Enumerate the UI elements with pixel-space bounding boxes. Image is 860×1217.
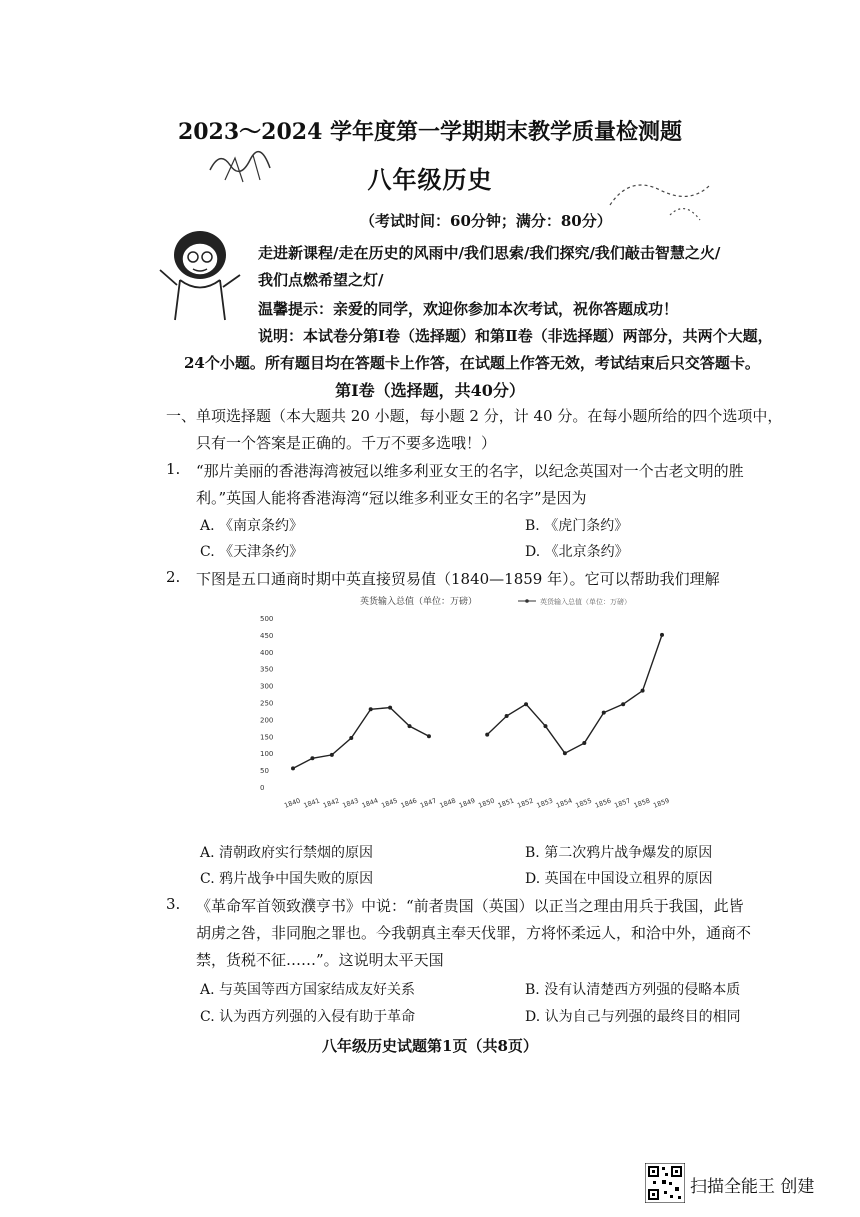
x-tick-label: 1842 (322, 796, 341, 810)
student-cartoon-icon (155, 225, 245, 325)
x-tick-label: 1856 (593, 796, 613, 810)
data-point (563, 751, 567, 755)
exam-title: 2023～2024 学年度第一学期期末教学质量检测题 (177, 119, 683, 145)
qr-code-icon (645, 1163, 685, 1203)
y-tick-label: 400 (260, 648, 274, 657)
question-stem: 下图是五口通商时期中英直接贸易值（1840—1859 年）。它可以帮助我们理解 (196, 570, 720, 588)
x-tick-label: 1843 (341, 796, 360, 810)
y-tick-label: 350 (260, 665, 274, 674)
data-point (485, 733, 489, 737)
data-point (582, 741, 586, 745)
subject-title: 八年级历史 (367, 165, 493, 194)
data-point (641, 689, 645, 693)
data-point (427, 734, 431, 738)
x-tick-label: 1845 (380, 796, 399, 810)
question-number: 3. (166, 895, 181, 913)
page-number: 八年级历史试题第1页（共8页） (322, 1037, 538, 1055)
part1-heading: 第Ⅰ卷（选择题，共40分） (335, 381, 525, 400)
question-stem: 胡虏之咎，非同胞之罪也。今我朝真主奉天伐罪，方将怀柔远人，和洽中外，通商不 (196, 924, 752, 942)
data-point (388, 706, 392, 710)
data-point (621, 702, 625, 706)
part1-instructions-2: 只有一个答案是正确的。千万不要多选哦！） (196, 434, 497, 452)
question-stem: “那片美丽的香港海湾被冠以维多利亚女王的名字，以纪念英国对一个古老文明的胜 (196, 462, 744, 480)
x-tick-label: 1855 (574, 796, 593, 810)
motto-line-1: 走进新课程/走在历史的风雨中/我们思索/我们探究/我们敲击智慧之火/ (258, 244, 721, 262)
x-tick-label: 1840 (283, 796, 302, 810)
option-b: B. 没有认清楚西方列强的侵略本质 (525, 982, 741, 998)
data-point (310, 756, 314, 760)
option-a: A. 《南京条约》 (200, 518, 304, 534)
scribble-decoration (600, 165, 720, 235)
option-b: B. 第二次鸦片战争爆发的原因 (525, 845, 713, 861)
x-tick-label: 1857 (613, 796, 632, 810)
x-tick-label: 1849 (457, 796, 477, 810)
y-tick-label: 450 (260, 631, 274, 640)
question-number: 2. (166, 568, 181, 586)
part1-instructions-1: 一、单项选择题（本大题共 20 小题，每小题 2 分，计 40 分。在每小题所给的四个选项中， (166, 407, 783, 425)
question-stem: 利。”英国人能将香港海湾“冠以维多利亚女王的名字”是因为 (196, 489, 587, 507)
data-point (408, 724, 412, 728)
tip-text: 温馨提示：亲爱的同学，欢迎你参加本次考试，祝你答题成功！ (258, 300, 679, 318)
option-a: A. 与英国等西方国家结成友好关系 (200, 982, 416, 998)
data-point (543, 724, 547, 728)
option-a: A. 清朝政府实行禁烟的原因 (200, 845, 374, 861)
option-b: B. 《虎门条约》 (525, 518, 629, 534)
data-point (291, 766, 295, 770)
x-tick-label: 1844 (360, 796, 380, 810)
data-point (660, 633, 664, 637)
x-tick-label: 1848 (438, 796, 457, 810)
option-c: C. 《天津条约》 (200, 544, 304, 560)
y-tick-label: 0 (260, 784, 265, 792)
y-tick-label: 150 (260, 733, 274, 742)
x-tick-label: 1847 (419, 796, 438, 810)
x-tick-label: 1851 (496, 796, 516, 810)
option-d: D. 认为自己与列强的最终目的相同 (525, 1009, 741, 1025)
data-point (369, 707, 373, 711)
series-line (487, 635, 662, 753)
x-tick-label: 1859 (652, 796, 671, 810)
x-tick-label: 1858 (632, 796, 652, 810)
data-point (505, 714, 509, 718)
question-stem: 禁，货税不征……”。这说明太平天国 (196, 951, 444, 969)
legend-marker (525, 599, 529, 603)
question-stem: 《革命军首领致濮亨书》中说：“前者贵国（英国）以正当之理由用兵于我国，此皆 (196, 897, 744, 915)
motto-line-2: 我们点燃希望之灯/ (258, 271, 384, 289)
data-point (524, 702, 528, 706)
y-tick-label: 300 (260, 682, 274, 691)
y-tick-label: 250 (260, 699, 274, 708)
option-d: D. 《北京条约》 (525, 544, 629, 560)
note-line-1: 说明：本试卷分第Ⅰ卷（选择题）和第Ⅱ卷（非选择题）两部分，共两个大题， (258, 327, 773, 345)
scanner-watermark: 扫描全能王 创建 (690, 1177, 815, 1197)
x-tick-label: 1850 (477, 796, 496, 810)
option-d: D. 英国在中国设立租界的原因 (525, 871, 713, 887)
option-c: C. 鸦片战争中国失败的原因 (200, 871, 374, 887)
x-tick-label: 1841 (302, 796, 321, 810)
y-tick-label: 100 (260, 750, 274, 759)
legend-label: 英货输入总值（单位：万磅） (540, 598, 631, 606)
scribble-decoration (205, 140, 285, 190)
question-number: 1. (166, 460, 181, 478)
data-point (349, 736, 353, 740)
data-point (330, 753, 334, 757)
y-tick-label: 50 (260, 767, 269, 776)
legend-label: 英货输入总值（单位：万磅） (360, 597, 478, 607)
x-tick-label: 1853 (535, 796, 554, 810)
y-tick-label: 200 (260, 716, 274, 725)
option-c: C. 认为西方列强的入侵有助于革命 (200, 1009, 416, 1025)
note-line-2: 24个小题。所有题目均在答题卡上作答，在试题上作答无效，考试结束后只交答题卡。 (184, 354, 760, 372)
x-tick-label: 1852 (516, 796, 535, 810)
y-tick-label: 500 (260, 615, 274, 623)
trade-value-chart (240, 592, 700, 822)
data-point (602, 711, 606, 715)
exam-info: （考试时间：60分钟；满分：80分） (360, 212, 612, 230)
x-tick-label: 1854 (555, 796, 574, 810)
x-tick-label: 1846 (399, 796, 418, 810)
